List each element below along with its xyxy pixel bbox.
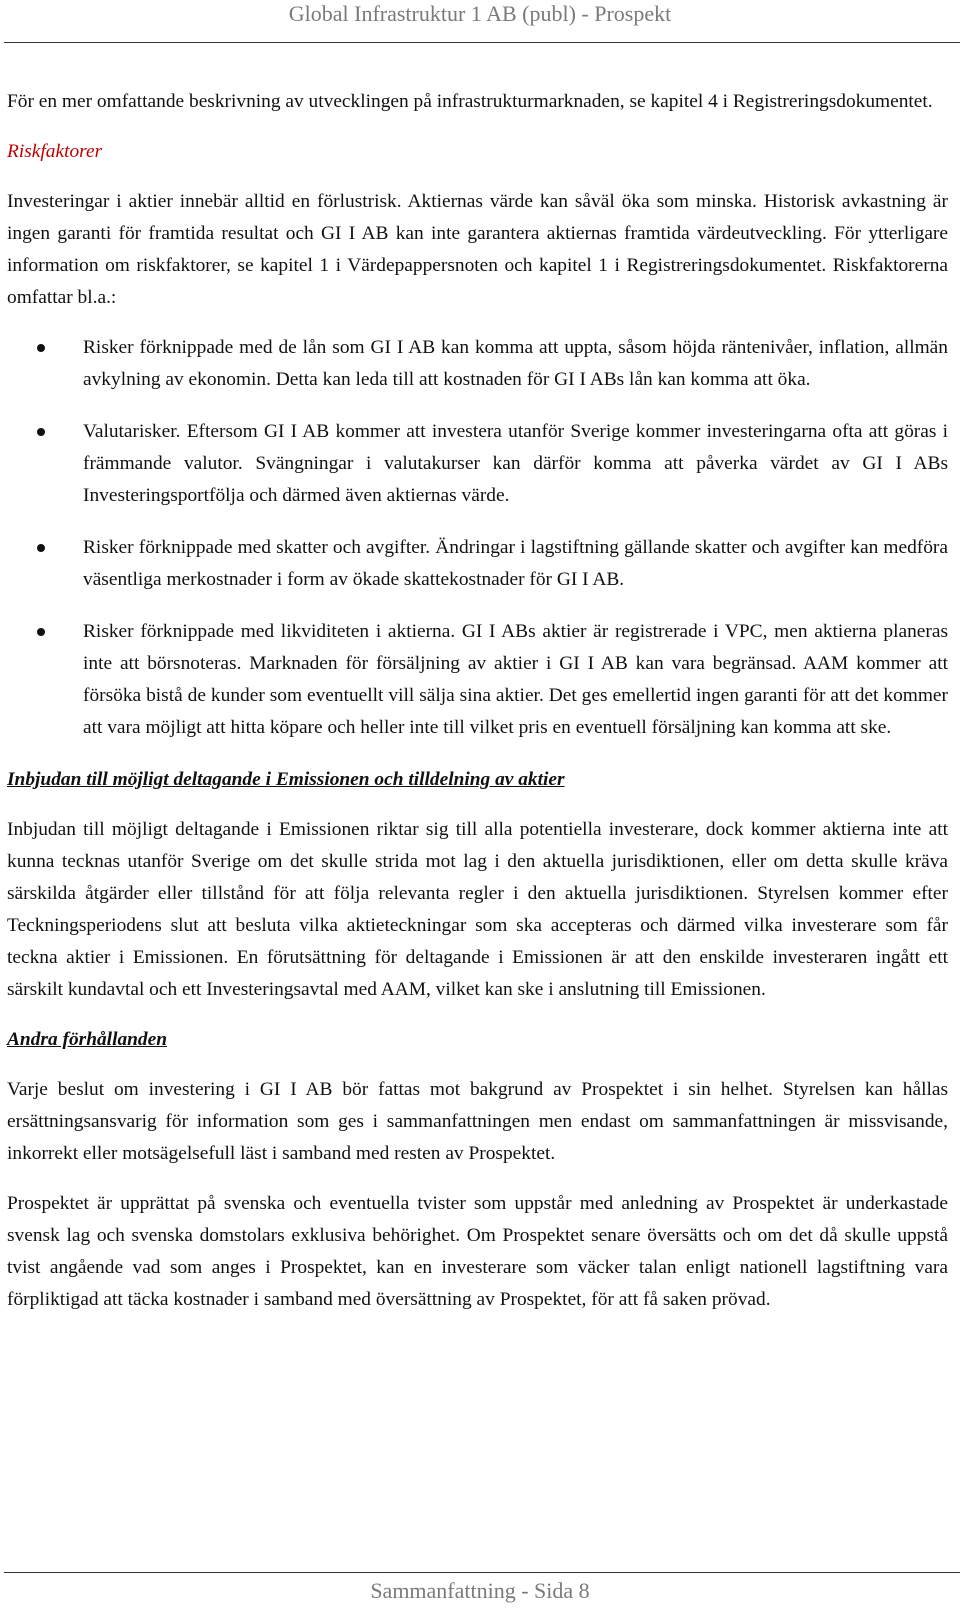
other-conditions-paragraph-1: Varje beslut om investering i GI I AB bör fattas mot bakgrund av Prospektet i sin helhet. Styrelsen kan hållas ersättningsansvarig för information som ges i sammanfattningen men endast om sammanfattningen är missvisande, inkorrekt eller motsägelsefull läst i samband med resten av Prospektet. (7, 1079, 948, 1164)
page-header (0, 0, 960, 46)
bullet-icon (37, 344, 45, 352)
list-item (7, 416, 948, 512)
bullet-icon (37, 428, 45, 436)
other-conditions-paragraph-2: Prospektet är upprättat på svenska och eventuella tvister som uppstår med anledning av Prospektet är underkastade svensk lag och svenska domstolars exklusiva behörighet. Om Prospektet senare översätts och om det då skulle uppstå tvist angående vad som anges i Prospektet, kan en investerare som väcker talan enligt nationell lagstiftning vara förpliktigad att täcka kostnader i samband med översättning av Prospektet, för att få saken prövad. (7, 1193, 948, 1310)
list-item (7, 616, 948, 744)
bullet-icon (37, 544, 45, 552)
header-divider (4, 42, 960, 43)
risk-section-title: Riskfaktorer (7, 141, 103, 162)
list-item (7, 532, 948, 596)
risk-paragraph: Investeringar i aktier innebär alltid en förlustrisk. Aktiernas värde kan såväl öka som minska. Historisk avkastning är ingen garanti för framtida resultat och GI I AB kan inte garantera aktiernas framtida värdeutveckling. För ytterligare information om riskfaktorer, se kapitel 1 i Värdepappersnoten och kapitel 1 i Registreringsdokumentet. Riskfaktorerna omfattar bl.a.: (7, 191, 948, 308)
list-item-text: Risker förknippade med de lån som GI I AB kan komma att uppta, såsom höjda räntenivåer, inflation, allmän avkylning av ekonomin. Detta kan leda till att kostnaden för GI I ABs lån kan komma att öka. (83, 337, 948, 390)
page-footer (0, 1576, 960, 1606)
invitation-paragraph: Inbjudan till möjligt deltagande i Emissionen riktar sig till alla potentiella investerare, dock kommer aktierna inte att kunna tecknas utanför Sverige om det skulle strida mot lag i den aktuella jurisdiktionen, eller om detta skulle kräva särskilda åtgärder eller tillstånd för att följa relevanta regler i den aktuella jurisdiktionen. Styrelsen kommer efter Teckningsperiodens slut att besluta vilka aktieteckningar som ska accepteras och därmed vilka investerare som får teckna aktier i Emissionen. En förutsättning för deltagande i Emissionen är att den enskilde investeraren ingått ett särskilt kundavtal och ett Investeringsavtal med AAM, vilket kan ske i anslutning till Emissionen. (7, 819, 948, 1000)
other-conditions-heading: Andra förhållanden (7, 1029, 168, 1050)
risk-list (7, 332, 948, 744)
list-item (7, 332, 948, 396)
page-number-label: Sammanfattning - Sida 8 (370, 1578, 590, 1603)
list-item-text: Risker förknippade med likviditeten i aktierna. GI I ABs aktier är registrerade i VPC, men aktierna planeras inte att börsnoteras. Marknaden för försäljning av aktier i GI I AB kan vara begränsad. AAM kommer att försöka bistå de kunder som eventuellt vill sälja sina aktier. Det ges emellertid ingen garanti för att det kommer att vara möjligt att hitta köpare och heller inte till vilket pris en eventuell försäljning kan komma att ske. (83, 621, 948, 738)
intro-paragraph: För en mer omfattande beskrivning av utvecklingen på infrastrukturmarknaden, se kapitel 4 i Registreringsdokumentet. (7, 91, 933, 112)
bullet-icon (37, 628, 45, 636)
footer-divider (4, 1572, 960, 1573)
document-body (7, 86, 948, 1334)
invitation-heading: Inbjudan till möjligt deltagande i Emissionen och tilldelning av aktier (7, 769, 565, 790)
list-item-text: Risker förknippade med skatter och avgifter. Ändringar i lagstiftning gällande skatter och avgifter kan medföra väsentliga merkostnader i form av ökade skattekostnader för GI I AB. (83, 537, 948, 590)
document-title: Global Infrastruktur 1 AB (publ) - Prospekt (288, 1, 672, 26)
list-item-text: Valutarisker. Eftersom GI I AB kommer att investera utanför Sverige kommer investeringarna ofta att göras i främmande valutor. Svängningar i valutakurser kan därför komma att påverka värdet av GI I ABs Investeringsportfölja och därmed även aktiernas värde. (83, 421, 948, 506)
